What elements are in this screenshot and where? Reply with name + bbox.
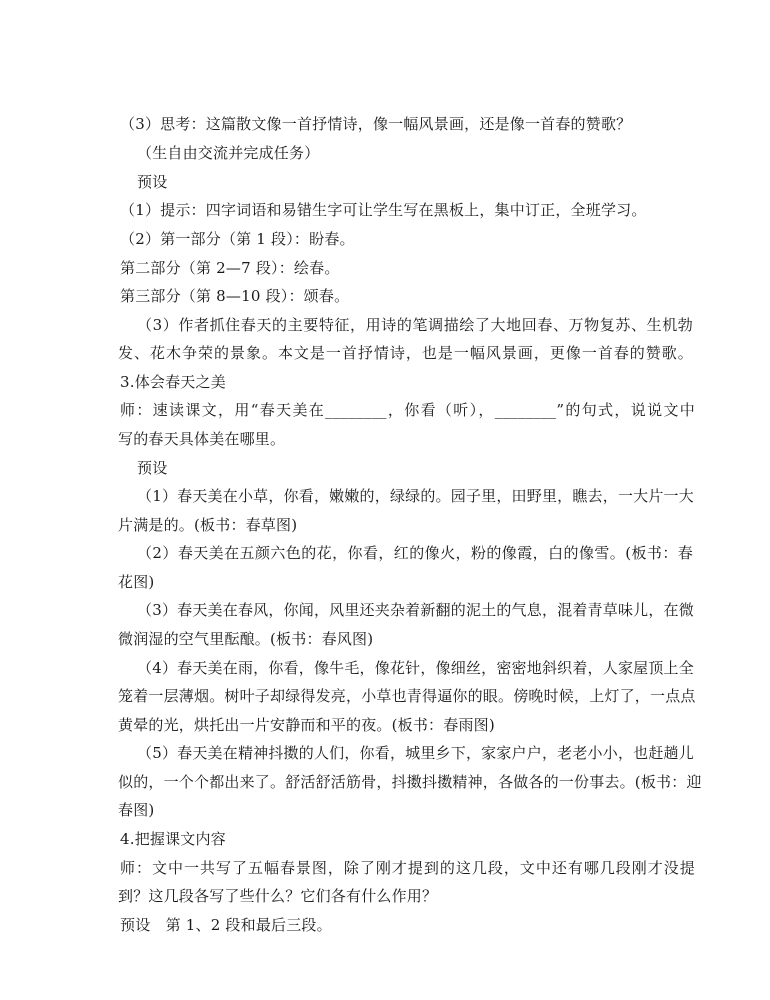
text-line: （3）作者抓住春天的主要特征，用诗的笔调描绘了大地回春、万物复苏、生机勃 xyxy=(137,316,693,334)
text-line: 黄晕的光，烘托出一片安静而和平的夜。(板书：春雨图) xyxy=(118,716,495,734)
text-line: （3）春天美在春风，你闻，风里还夹杂着新翻的泥土的气息，混着青草味儿，在微 xyxy=(137,601,694,619)
text-line: （1）提示：四字词语和易错生字可让学生写在黑板上，集中订正，全班学习。 xyxy=(120,201,647,219)
text-line: 师：文中一共写了五幅春景图，除了刚才提到的这几段，文中还有哪几段刚才没提 xyxy=(120,859,695,877)
text-line: 花图) xyxy=(118,573,155,591)
text-line: 预设 xyxy=(137,173,168,191)
text-line: 第三部分（第 8—10 段）：颂春。 xyxy=(120,287,350,305)
text-line: 笼着一层薄烟。树叶子却绿得发亮，小草也青得逼你的眼。傍晚时候，上灯了，一点点 xyxy=(118,687,696,705)
text-line: 预设 xyxy=(137,459,168,477)
text-line: （2）春天美在五颜六色的花，你看，红的像火，粉的像霞，白的像雪。(板书：春 xyxy=(137,544,693,562)
text-line: （5）春天美在精神抖擞的人们，你看，城里乡下，家家户户，老老小小，也赶趟儿 xyxy=(137,744,694,762)
text-line: （1）春天美在小草，你看，嫩嫩的，绿绿的。园子里，田野里，瞧去，一大片一大 xyxy=(137,487,694,505)
text-line: 片满是的。(板书：春草图) xyxy=(118,516,298,534)
text-line: 第二部分（第 2—7 段）：绘春。 xyxy=(120,259,340,277)
text-line: （生自由交流并完成任务） xyxy=(137,144,320,162)
text-line: 写的春天具体美在哪里。 xyxy=(118,430,286,448)
text-line: 春图) xyxy=(118,801,155,819)
text-line: 预设 第 1、2 段和最后三段。 xyxy=(120,916,332,934)
text-line: 发、花木争荣的景象。本文是一首抒情诗，也是一幅风景画，更像一首春的赞歌。 xyxy=(118,344,693,362)
text-line: 师：速读课文，用“春天美在________，你看（听），________”的句式，说说文中 xyxy=(120,401,695,419)
text-line: 微润湿的空气里酝酿。(板书：春风图) xyxy=(118,630,374,648)
text-line: （4）春天美在雨，你看，像牛毛，像花针，像细丝，密密地斜织着，人家屋顶上全 xyxy=(137,659,694,677)
text-line: （3）思考：这篇散文像一首抒情诗，像一幅风景画，还是像一首春的赞歌？ xyxy=(120,115,632,133)
text-line: （2）第一部分（第 1 段）：盼春。 xyxy=(120,230,355,248)
section-heading: 3.体会春天之美 xyxy=(120,373,226,391)
text-line: 似的，一个个都出来了。舒活舒活筋骨，抖擞抖擞精神，各做各的一份事去。(板书：迎 xyxy=(118,773,702,791)
text-line: 到？这几段各写了些什么？它们各有什么作用？ xyxy=(118,887,438,905)
section-heading: 4.把握课文内容 xyxy=(120,830,226,848)
